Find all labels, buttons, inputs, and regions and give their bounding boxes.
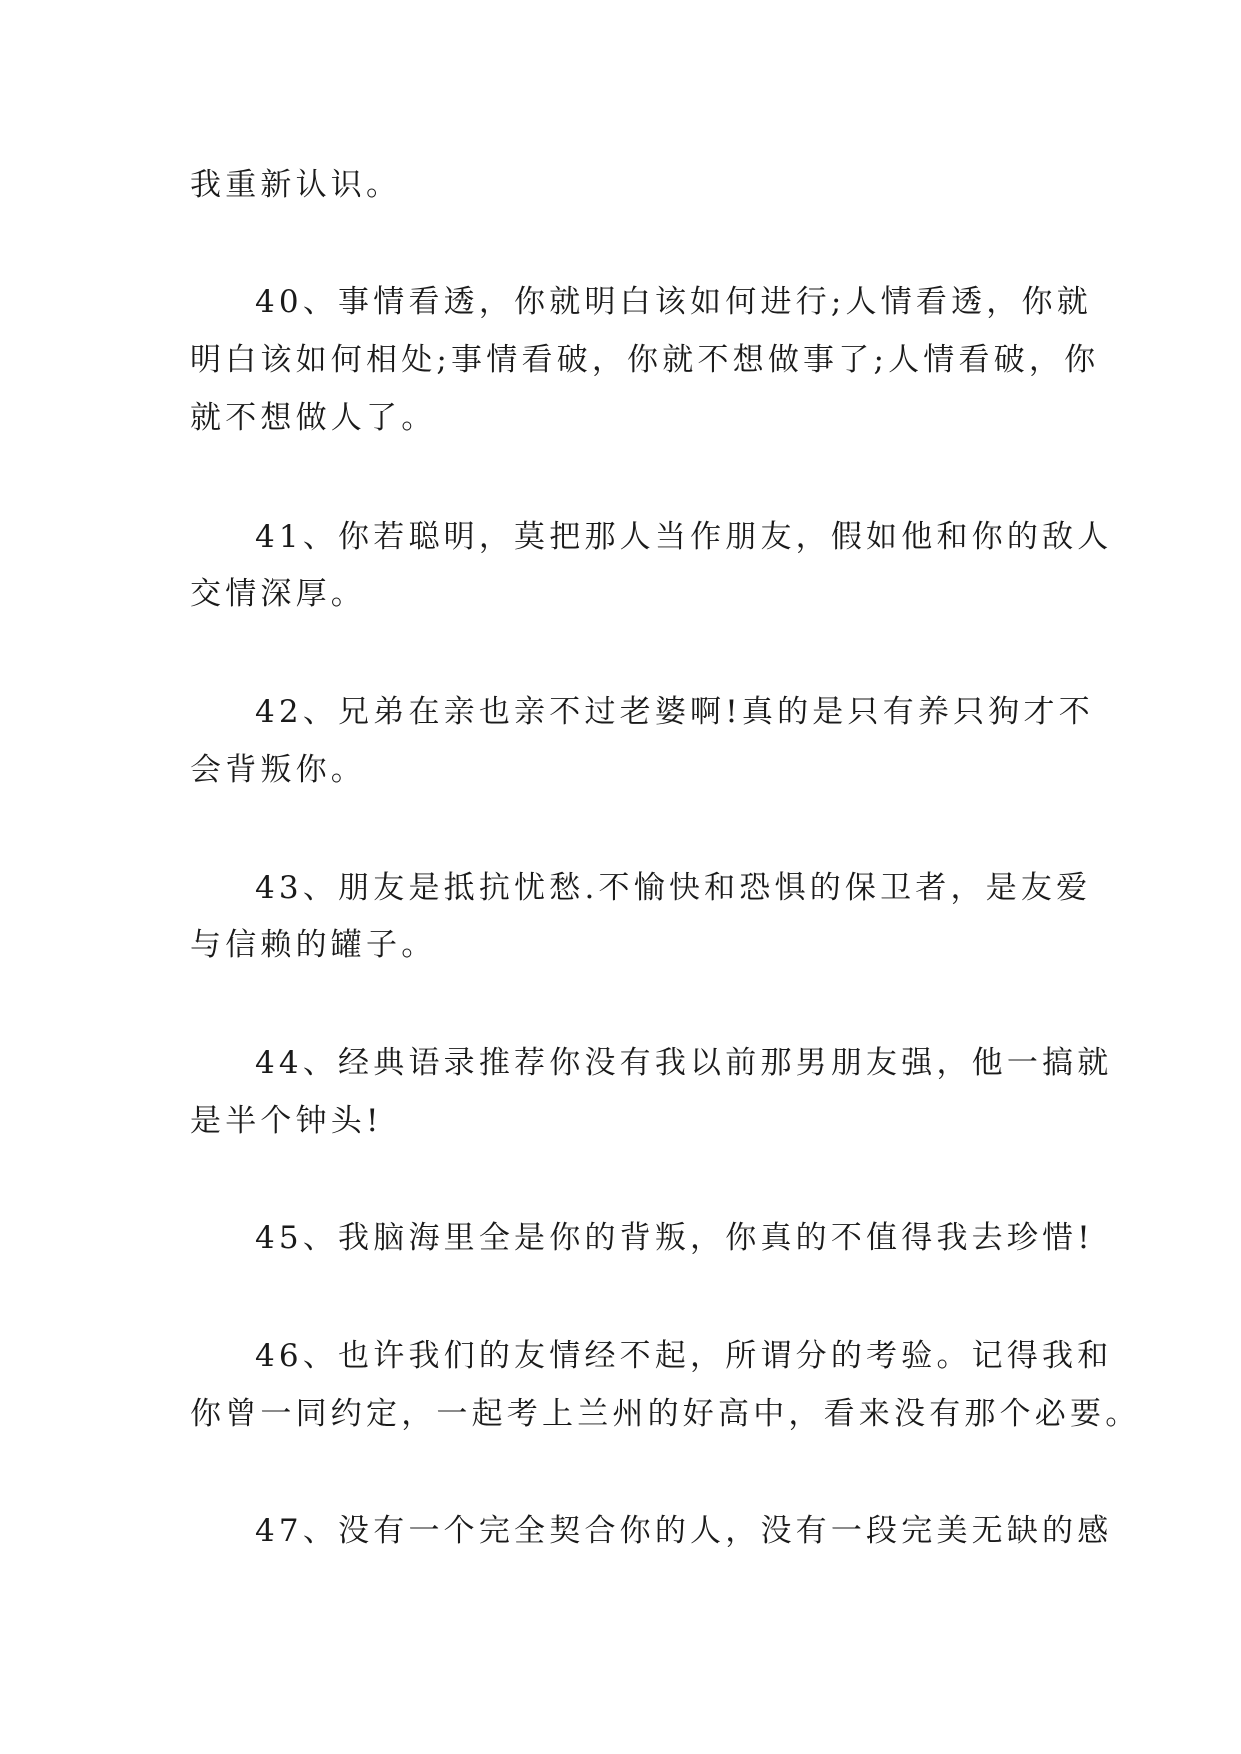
- text-line: 明白该如何相处;事情看破，你就不想做事了;人情看破，你: [190, 342, 1100, 378]
- text-line: 就不想做人了。: [190, 400, 437, 436]
- paragraph-line: 40、事情看透，你就明白该如何进行;人情看透，你就: [255, 284, 1092, 320]
- text-line: 与信赖的罐子。: [190, 927, 437, 963]
- paragraph-line: 43、朋友是抵抗忧愁.不愉快和恐惧的保卫者，是友爱: [255, 870, 1092, 906]
- paragraph-line: 42、兄弟在亲也亲不过老婆啊!真的是只有养只狗才不: [255, 694, 1094, 730]
- paragraph-line: 41、你若聪明，莫把那人当作朋友，假如他和你的敌人: [255, 519, 1113, 555]
- text-line: 你曾一同约定，一起考上兰州的好高中，看来没有那个必要。: [190, 1396, 1141, 1432]
- text-line: 会背叛你。: [190, 752, 366, 788]
- text-line: 我重新认识。: [190, 167, 402, 203]
- paragraph-line: 47、没有一个完全契合你的人，没有一段完美无缺的感: [255, 1513, 1113, 1549]
- paragraph-line: 45、我脑海里全是你的背叛，你真的不值得我去珍惜!: [255, 1220, 1094, 1256]
- text-line: 是半个钟头!: [190, 1103, 383, 1139]
- paragraph-line: 44、经典语录推荐你没有我以前那男朋友强，他一搞就: [255, 1045, 1113, 1081]
- text-line: 交情深厚。: [190, 576, 366, 612]
- paragraph-line: 46、也许我们的友情经不起，所谓分的考验。记得我和: [255, 1338, 1113, 1374]
